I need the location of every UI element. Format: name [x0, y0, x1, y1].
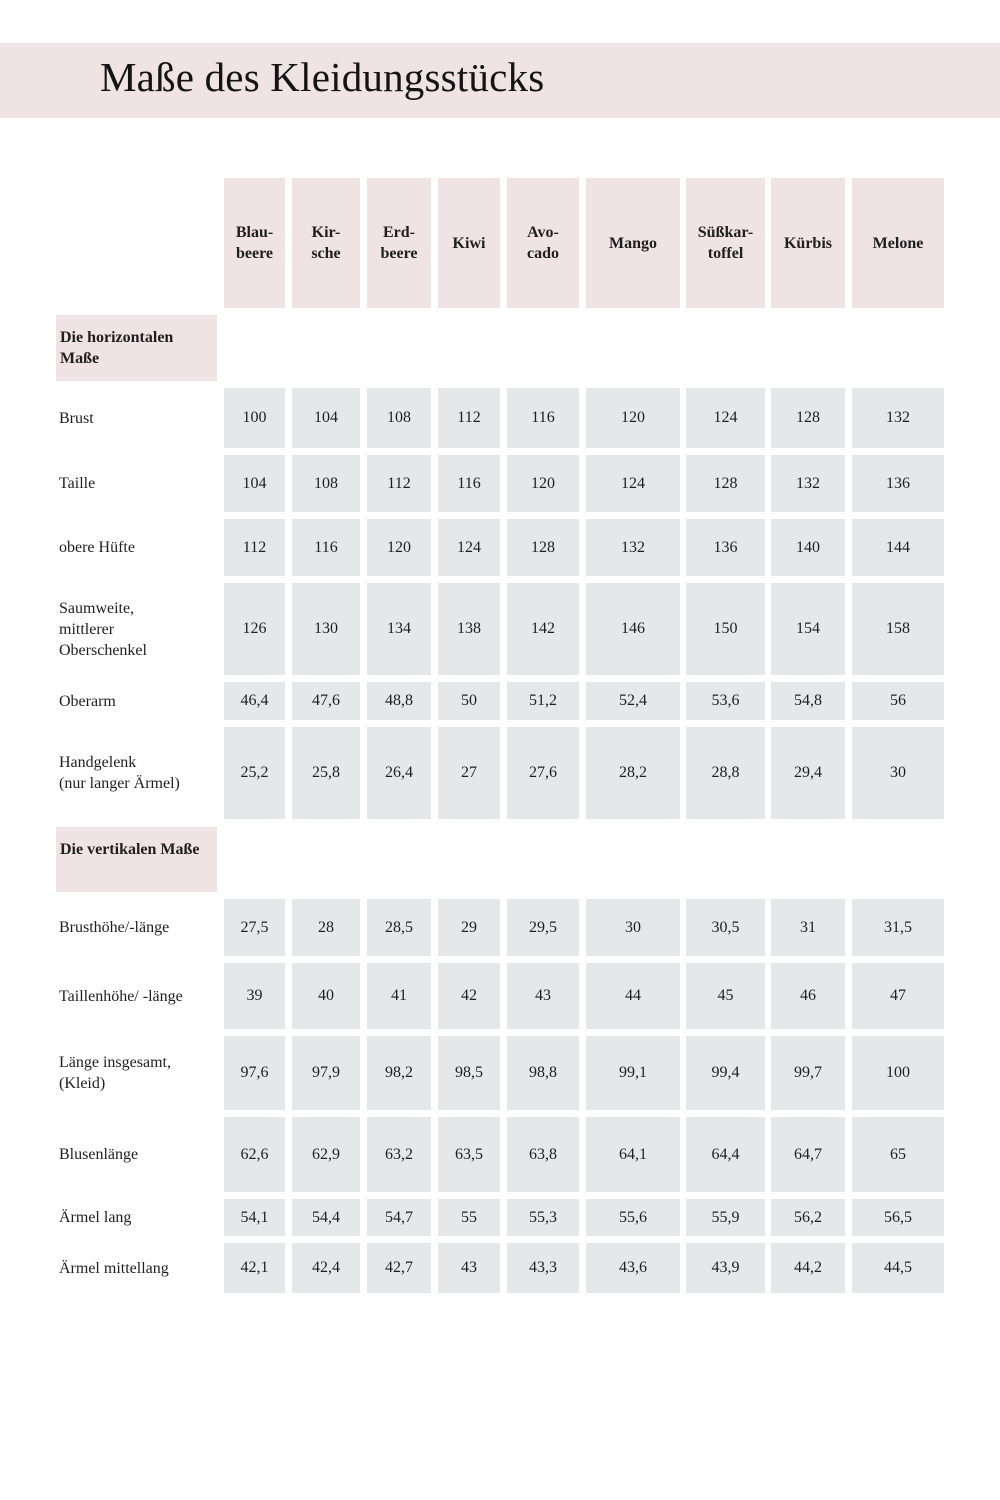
table-cell: 63,5	[438, 1117, 500, 1192]
table-cell: 27	[438, 727, 500, 819]
table-cell: 27,5	[224, 899, 285, 956]
table-cell: 54,4	[292, 1199, 360, 1236]
table-cell: 54,8	[771, 682, 845, 720]
table-cell: 132	[586, 519, 680, 576]
table-cell: 136	[686, 519, 765, 576]
table-cell: 27,6	[507, 727, 579, 819]
table-cell: 99,1	[586, 1036, 680, 1110]
table-cell: 56,2	[771, 1199, 845, 1236]
table-cell: 43,3	[507, 1243, 579, 1293]
column-header: Kiwi	[438, 178, 500, 308]
table-cell: 47,6	[292, 682, 360, 720]
table-cell: 63,8	[507, 1117, 579, 1192]
table-cell: 98,8	[507, 1036, 579, 1110]
table-cell: 56,5	[852, 1199, 944, 1236]
table-cell: 47	[852, 963, 944, 1029]
row-label: Länge insgesamt, (Kleid)	[59, 1054, 171, 1092]
row-label: Brusthöhe/-länge	[59, 919, 170, 936]
table-cell: 31	[771, 899, 845, 956]
table-cell: 43	[507, 963, 579, 1029]
table-cell: 128	[686, 455, 765, 512]
table-cell: 53,6	[686, 682, 765, 720]
table-cell: 50	[438, 682, 500, 720]
table-cell: 120	[586, 388, 680, 448]
column-header: Süßkar- toffel	[686, 178, 765, 308]
table-cell: 64,7	[771, 1117, 845, 1192]
table-cell: 64,4	[686, 1117, 765, 1192]
row-label: Taille	[59, 475, 96, 492]
table-cell: 46,4	[224, 682, 285, 720]
table-cell: 62,9	[292, 1117, 360, 1192]
column-header: Kir- sche	[292, 178, 360, 308]
table-cell: 132	[852, 388, 944, 448]
table-cell: 138	[438, 583, 500, 675]
row-label: Taillenhöhe/ -länge	[59, 987, 183, 1005]
row-label: Saumweite, mittlerer Oberschenkel	[59, 599, 147, 659]
table-cell: 30	[852, 727, 944, 819]
table-cell: 28,2	[586, 727, 680, 819]
table-cell: 55,3	[507, 1199, 579, 1236]
table-cell: 99,7	[771, 1036, 845, 1110]
table-cell: 132	[771, 455, 845, 512]
table-cell: 54,1	[224, 1199, 285, 1236]
table-cell: 28	[292, 899, 360, 956]
table-cell: 120	[367, 519, 431, 576]
table-cell: 65	[852, 1117, 944, 1192]
table-cell: 41	[367, 963, 431, 1029]
table-cell: 116	[438, 455, 500, 512]
table-cell: 126	[224, 583, 285, 675]
table-cell: 98,2	[367, 1036, 431, 1110]
table-cell: 30,5	[686, 899, 765, 956]
table-cell: 112	[224, 519, 285, 576]
table-cell: 29,4	[771, 727, 845, 819]
table-cell: 158	[852, 583, 944, 675]
table-cell: 97,6	[224, 1036, 285, 1110]
column-header: Avo- cado	[507, 178, 579, 308]
table-cell: 43	[438, 1243, 500, 1293]
row-label: Ärmel mittellang	[59, 1259, 169, 1277]
table-cell: 44,2	[771, 1243, 845, 1293]
table-cell: 55	[438, 1199, 500, 1236]
row-label: Oberarm	[59, 692, 116, 710]
row-label: Brust	[59, 409, 94, 427]
table-cell: 144	[852, 519, 944, 576]
section-heading: Die vertikalen Maße	[56, 827, 217, 892]
row-label: obere Hüfte	[59, 539, 135, 556]
table-cell: 56	[852, 682, 944, 720]
table-cell: 128	[771, 388, 845, 448]
table-cell: 55,6	[586, 1199, 680, 1236]
table-cell: 154	[771, 583, 845, 675]
table-cell: 142	[507, 583, 579, 675]
table-cell: 46	[771, 963, 845, 1029]
column-header: Erd- beere	[367, 178, 431, 308]
table-cell: 112	[367, 455, 431, 512]
page-title: Maße des Kleidungsstücks	[100, 54, 545, 100]
table-cell: 98,5	[438, 1036, 500, 1110]
table-cell: 136	[852, 455, 944, 512]
table-cell: 26,4	[367, 727, 431, 819]
table-cell: 42,4	[292, 1243, 360, 1293]
table-cell: 31,5	[852, 899, 944, 956]
column-header: Blau- beere	[224, 178, 285, 308]
table-cell: 54,7	[367, 1199, 431, 1236]
table-cell: 45	[686, 963, 765, 1029]
table-cell: 108	[292, 455, 360, 512]
table-cell: 25,8	[292, 727, 360, 819]
table-cell: 29	[438, 899, 500, 956]
column-header: Mango	[586, 178, 680, 308]
table-cell: 99,4	[686, 1036, 765, 1110]
table-cell: 100	[224, 388, 285, 448]
table-cell: 134	[367, 583, 431, 675]
row-label: Ärmel lang	[59, 1209, 132, 1226]
table-cell: 42,1	[224, 1243, 285, 1293]
row-label: Handgelenk (nur langer Ärmel)	[59, 754, 180, 792]
table-cell: 104	[224, 455, 285, 512]
table-cell: 39	[224, 963, 285, 1029]
table-cell: 25,2	[224, 727, 285, 819]
table-cell: 51,2	[507, 682, 579, 720]
table-cell: 146	[586, 583, 680, 675]
table-cell: 124	[438, 519, 500, 576]
table-cell: 43,6	[586, 1243, 680, 1293]
table-cell: 55,9	[686, 1199, 765, 1236]
table-cell: 116	[292, 519, 360, 576]
table-cell: 128	[507, 519, 579, 576]
title-band	[0, 43, 1000, 118]
table-cell: 120	[507, 455, 579, 512]
table-cell: 130	[292, 583, 360, 675]
table-cell: 48,8	[367, 682, 431, 720]
table-cell: 40	[292, 963, 360, 1029]
table-cell: 28,5	[367, 899, 431, 956]
row-label: Blusenlänge	[59, 1146, 139, 1163]
table-cell: 62,6	[224, 1117, 285, 1192]
table-cell: 64,1	[586, 1117, 680, 1192]
table-cell: 150	[686, 583, 765, 675]
table-cell: 63,2	[367, 1117, 431, 1192]
table-cell: 100	[852, 1036, 944, 1110]
table-cell: 44,5	[852, 1243, 944, 1293]
table-cell: 42,7	[367, 1243, 431, 1293]
table-cell: 43,9	[686, 1243, 765, 1293]
table-cell: 97,9	[292, 1036, 360, 1110]
column-header: Melone	[852, 178, 944, 308]
column-header: Kürbis	[771, 178, 845, 308]
table-cell: 104	[292, 388, 360, 448]
table-cell: 52,4	[586, 682, 680, 720]
table-cell: 28,8	[686, 727, 765, 819]
table-cell: 112	[438, 388, 500, 448]
table-cell: 108	[367, 388, 431, 448]
table-cell: 42	[438, 963, 500, 1029]
section-heading: Die horizontalen Maße	[56, 315, 217, 381]
table-cell: 124	[586, 455, 680, 512]
table-cell: 116	[507, 388, 579, 448]
table-cell: 124	[686, 388, 765, 448]
table-cell: 44	[586, 963, 680, 1029]
table-cell: 30	[586, 899, 680, 956]
table-cell: 140	[771, 519, 845, 576]
table-cell: 29,5	[507, 899, 579, 956]
